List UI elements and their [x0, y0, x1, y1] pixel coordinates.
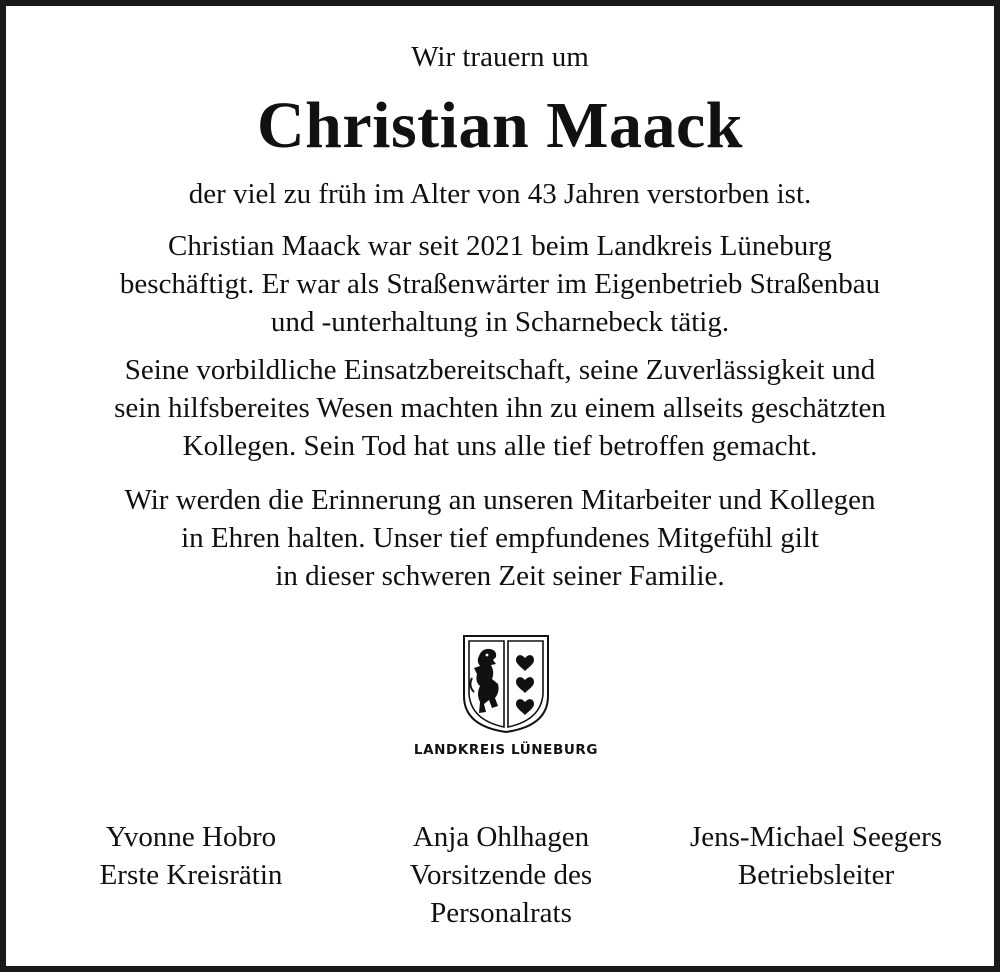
signatory-role: Personalrats: [430, 897, 572, 929]
landkreis-logo: [386, 630, 626, 770]
paragraph-remembrance: [26, 481, 974, 595]
paragraph-line: Christian Maack war seit 2021 beim Landkreis Lüneburg: [168, 230, 832, 262]
coat-of-arms-icon: [462, 634, 550, 734]
signature-seegers: [656, 818, 976, 894]
subtitle-line: der viel zu früh im Alter von 43 Jahren verstorben ist.: [188, 178, 812, 210]
signatory-name: Yvonne Hobro: [105, 821, 277, 853]
paragraph-line: und -unterhaltung in Scharnebeck tätig.: [270, 306, 730, 338]
paragraph-line: Wir werden die Erinnerung an unseren Mitarbeiter und Kollegen: [124, 484, 876, 516]
paragraph-character: [26, 351, 974, 465]
paragraph-line: Kollegen. Sein Tod hat uns alle tief betroffen gemacht.: [182, 430, 818, 462]
deceased-name: Christian Maack: [257, 89, 743, 162]
signatory-name: Anja Ohlhagen: [412, 821, 590, 853]
paragraph-line: Seine vorbildliche Einsatzbereitschaft, seine Zuverlässigkeit und: [124, 354, 876, 386]
signatory-role: Erste Kreisrätin: [99, 859, 283, 891]
paragraph-line: in Ehren halten. Unser tief empfundenes Mitgefühl gilt: [181, 522, 819, 554]
intro-line: Wir trauern um: [411, 41, 589, 73]
signatory-role: Vorsitzende des: [409, 859, 593, 891]
signatory-role: Betriebsleiter: [737, 859, 895, 891]
signature-ohlhagen: [351, 818, 651, 932]
paragraph-line: in dieser schweren Zeit seiner Familie.: [275, 560, 725, 592]
signature-hobro: [46, 818, 336, 894]
logo-wordmark: LANDKREIS LÜNEBURG: [413, 742, 599, 758]
signatory-name: Jens-Michael Seegers: [689, 821, 943, 853]
paragraph-line: sein hilfsbereites Wesen machten ihn zu einem allseits geschätzten: [114, 392, 886, 424]
paragraph-employment: [26, 227, 974, 341]
paragraph-line: beschäftigt. Er war als Straßenwärter im Eigenbetrieb Straßenbau: [119, 268, 881, 300]
